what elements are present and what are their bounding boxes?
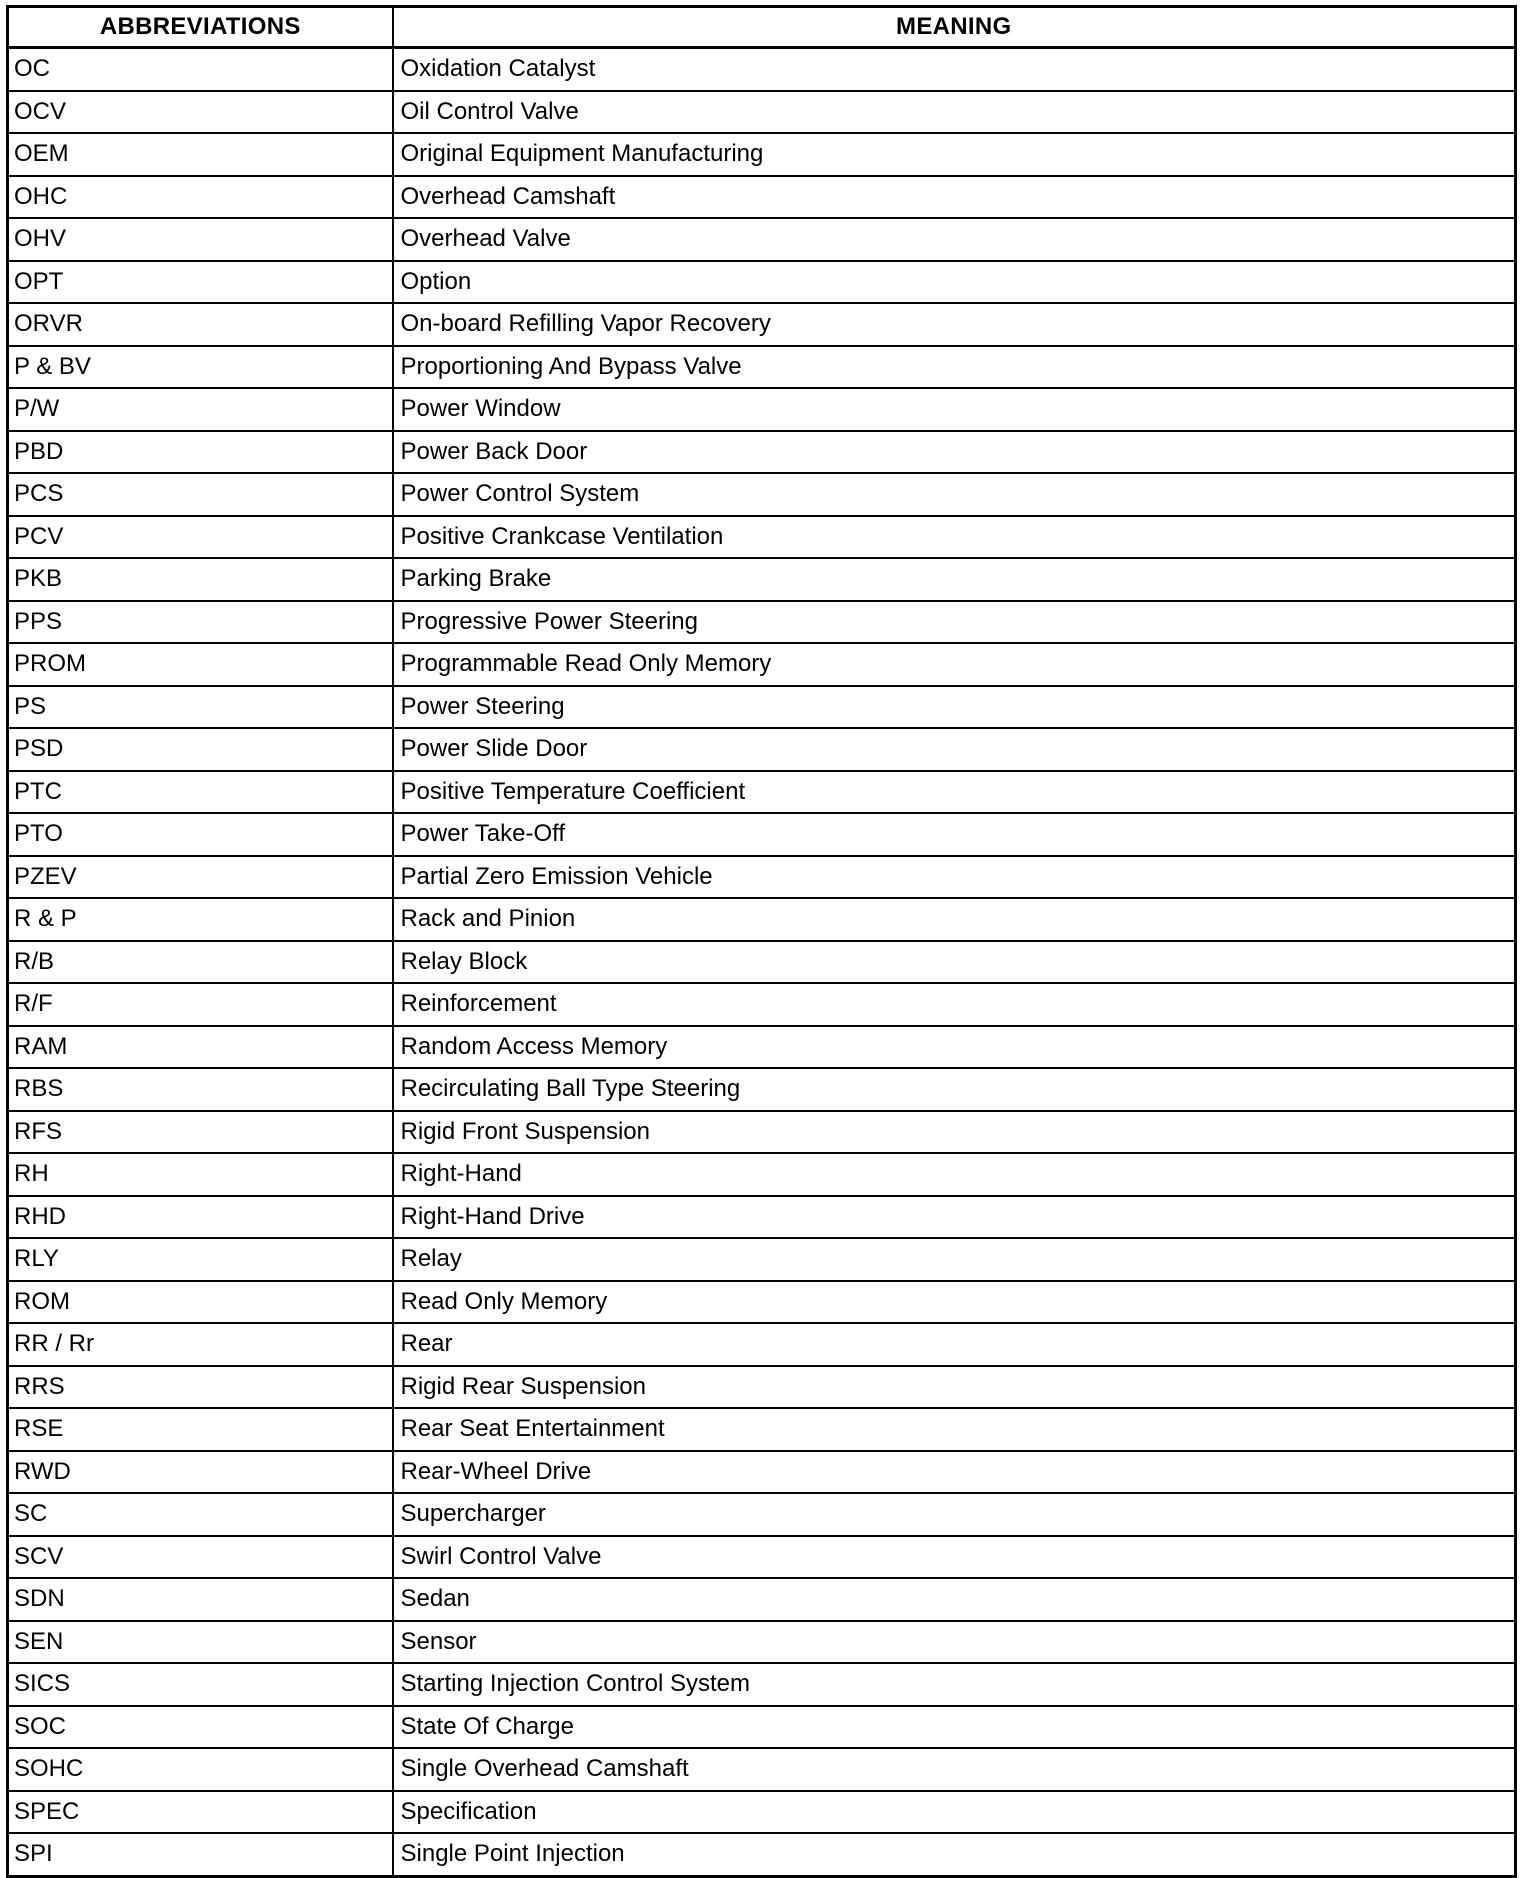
meaning-cell: Power Back Door (393, 431, 1516, 474)
meaning-cell: Power Control System (393, 473, 1516, 516)
meaning-cell: Power Window (393, 388, 1516, 431)
table-row (8, 1451, 1516, 1494)
meaning-cell: State Of Charge (393, 1706, 1516, 1749)
meaning-cell: Rack and Pinion (393, 898, 1516, 941)
meaning-cell: Relay Block (393, 941, 1516, 984)
abbreviation-cell: SCV (8, 1536, 393, 1579)
abbreviation-cell: RWD (8, 1451, 393, 1494)
abbreviation-cell: SPEC (8, 1791, 393, 1834)
meaning-cell: Parking Brake (393, 558, 1516, 601)
abbreviation-cell: RLY (8, 1238, 393, 1281)
meaning-cell: Partial Zero Emission Vehicle (393, 856, 1516, 899)
abbreviation-cell: ORVR (8, 303, 393, 346)
table-row (8, 856, 1516, 899)
table-row (8, 1791, 1516, 1834)
abbreviation-cell: PCS (8, 473, 393, 516)
table-row (8, 601, 1516, 644)
abbreviation-cell: SEN (8, 1621, 393, 1664)
abbreviation-cell: PBD (8, 431, 393, 474)
table-row (8, 771, 1516, 814)
table-row (8, 728, 1516, 771)
abbreviation-cell: RRS (8, 1366, 393, 1409)
abbreviation-cell: SICS (8, 1663, 393, 1706)
table-row (8, 983, 1516, 1026)
table-row (8, 473, 1516, 516)
abbreviation-cell: SOHC (8, 1748, 393, 1791)
abbreviation-cell: PSD (8, 728, 393, 771)
abbreviation-cell: OCV (8, 91, 393, 134)
abbreviation-cell: OHC (8, 176, 393, 219)
abbreviation-cell: OC (8, 48, 393, 91)
meaning-cell: Starting Injection Control System (393, 1663, 1516, 1706)
meaning-cell: Random Access Memory (393, 1026, 1516, 1069)
table-row (8, 1238, 1516, 1281)
meaning-cell: Programmable Read Only Memory (393, 643, 1516, 686)
table-row (8, 898, 1516, 941)
meaning-cell: Swirl Control Valve (393, 1536, 1516, 1579)
table-row (8, 1281, 1516, 1324)
abbreviation-cell: PTC (8, 771, 393, 814)
header-meaning: MEANING (393, 7, 1516, 48)
meaning-cell: On-board Refilling Vapor Recovery (393, 303, 1516, 346)
table-row (8, 1663, 1516, 1706)
table-row (8, 941, 1516, 984)
table-row (8, 431, 1516, 474)
abbreviation-cell: SPI (8, 1833, 393, 1876)
abbreviation-cell: PPS (8, 601, 393, 644)
header-abbreviations: ABBREVIATIONS (8, 7, 393, 48)
table-row (8, 1366, 1516, 1409)
table-row (8, 1111, 1516, 1154)
table-row (8, 176, 1516, 219)
abbreviation-cell: RSE (8, 1408, 393, 1451)
abbreviation-cell: RH (8, 1153, 393, 1196)
abbreviation-cell: OEM (8, 133, 393, 176)
abbreviation-cell: PROM (8, 643, 393, 686)
meaning-cell: Recirculating Ball Type Steering (393, 1068, 1516, 1111)
meaning-cell: Read Only Memory (393, 1281, 1516, 1324)
table-row (8, 261, 1516, 304)
table-row (8, 1323, 1516, 1366)
meaning-cell: Sedan (393, 1578, 1516, 1621)
abbreviation-cell: PS (8, 686, 393, 729)
meaning-cell: Right-Hand (393, 1153, 1516, 1196)
table-row (8, 516, 1516, 559)
table-row (8, 1196, 1516, 1239)
table-row (8, 1068, 1516, 1111)
meaning-cell: Single Overhead Camshaft (393, 1748, 1516, 1791)
meaning-cell: Positive Crankcase Ventilation (393, 516, 1516, 559)
meaning-cell: Rigid Front Suspension (393, 1111, 1516, 1154)
abbreviation-cell: OHV (8, 218, 393, 261)
table-row (8, 1536, 1516, 1579)
table-row (8, 48, 1516, 91)
table-row (8, 1493, 1516, 1536)
meaning-cell: Sensor (393, 1621, 1516, 1664)
table-row (8, 813, 1516, 856)
table-row (8, 388, 1516, 431)
meaning-cell: Specification (393, 1791, 1516, 1834)
table-row (8, 91, 1516, 134)
abbreviation-cell: R/F (8, 983, 393, 1026)
meaning-cell: Proportioning And Bypass Valve (393, 346, 1516, 389)
abbreviation-cell: SC (8, 1493, 393, 1536)
abbreviation-cell: P & BV (8, 346, 393, 389)
table-row (8, 643, 1516, 686)
abbreviation-cell: OPT (8, 261, 393, 304)
abbreviation-cell: ROM (8, 1281, 393, 1324)
abbreviation-document (6, 5, 1514, 1873)
meaning-cell: Oil Control Valve (393, 91, 1516, 134)
meaning-cell: Original Equipment Manufacturing (393, 133, 1516, 176)
abbreviation-cell: R/B (8, 941, 393, 984)
abbreviation-cell: R & P (8, 898, 393, 941)
table-body (8, 48, 1516, 1877)
table-row (8, 1706, 1516, 1749)
meaning-cell: Rigid Rear Suspension (393, 1366, 1516, 1409)
abbreviation-cell: RR / Rr (8, 1323, 393, 1366)
abbreviation-cell: RHD (8, 1196, 393, 1239)
table-row (8, 1408, 1516, 1451)
abbreviation-cell: RAM (8, 1026, 393, 1069)
table-row (8, 303, 1516, 346)
table-row (8, 1153, 1516, 1196)
meaning-cell: Rear-Wheel Drive (393, 1451, 1516, 1494)
table-row (8, 218, 1516, 261)
table-row (8, 558, 1516, 601)
meaning-cell: Oxidation Catalyst (393, 48, 1516, 91)
meaning-cell: Option (393, 261, 1516, 304)
abbreviation-cell: RFS (8, 1111, 393, 1154)
table-row (8, 133, 1516, 176)
meaning-cell: Relay (393, 1238, 1516, 1281)
meaning-cell: Power Take-Off (393, 813, 1516, 856)
meaning-cell: Progressive Power Steering (393, 601, 1516, 644)
table-row (8, 1833, 1516, 1876)
abbreviation-cell: SOC (8, 1706, 393, 1749)
table-header-row (8, 7, 1516, 48)
abbreviation-cell: PZEV (8, 856, 393, 899)
meaning-cell: Single Point Injection (393, 1833, 1516, 1876)
table-row (8, 1026, 1516, 1069)
abbreviation-cell: PCV (8, 516, 393, 559)
meaning-cell: Supercharger (393, 1493, 1516, 1536)
meaning-cell: Rear Seat Entertainment (393, 1408, 1516, 1451)
meaning-cell: Overhead Camshaft (393, 176, 1516, 219)
meaning-cell: Positive Temperature Coefficient (393, 771, 1516, 814)
table-row (8, 1748, 1516, 1791)
table-row (8, 686, 1516, 729)
abbreviation-cell: PTO (8, 813, 393, 856)
table-row (8, 1578, 1516, 1621)
meaning-cell: Overhead Valve (393, 218, 1516, 261)
meaning-cell: Power Steering (393, 686, 1516, 729)
abbreviation-cell: P/W (8, 388, 393, 431)
table-row (8, 346, 1516, 389)
meaning-cell: Reinforcement (393, 983, 1516, 1026)
meaning-cell: Right-Hand Drive (393, 1196, 1516, 1239)
abbreviation-cell: RBS (8, 1068, 393, 1111)
abbreviation-cell: PKB (8, 558, 393, 601)
table-row (8, 1621, 1516, 1664)
abbreviation-cell: SDN (8, 1578, 393, 1621)
meaning-cell: Power Slide Door (393, 728, 1516, 771)
abbreviations-table (6, 5, 1517, 1878)
meaning-cell: Rear (393, 1323, 1516, 1366)
